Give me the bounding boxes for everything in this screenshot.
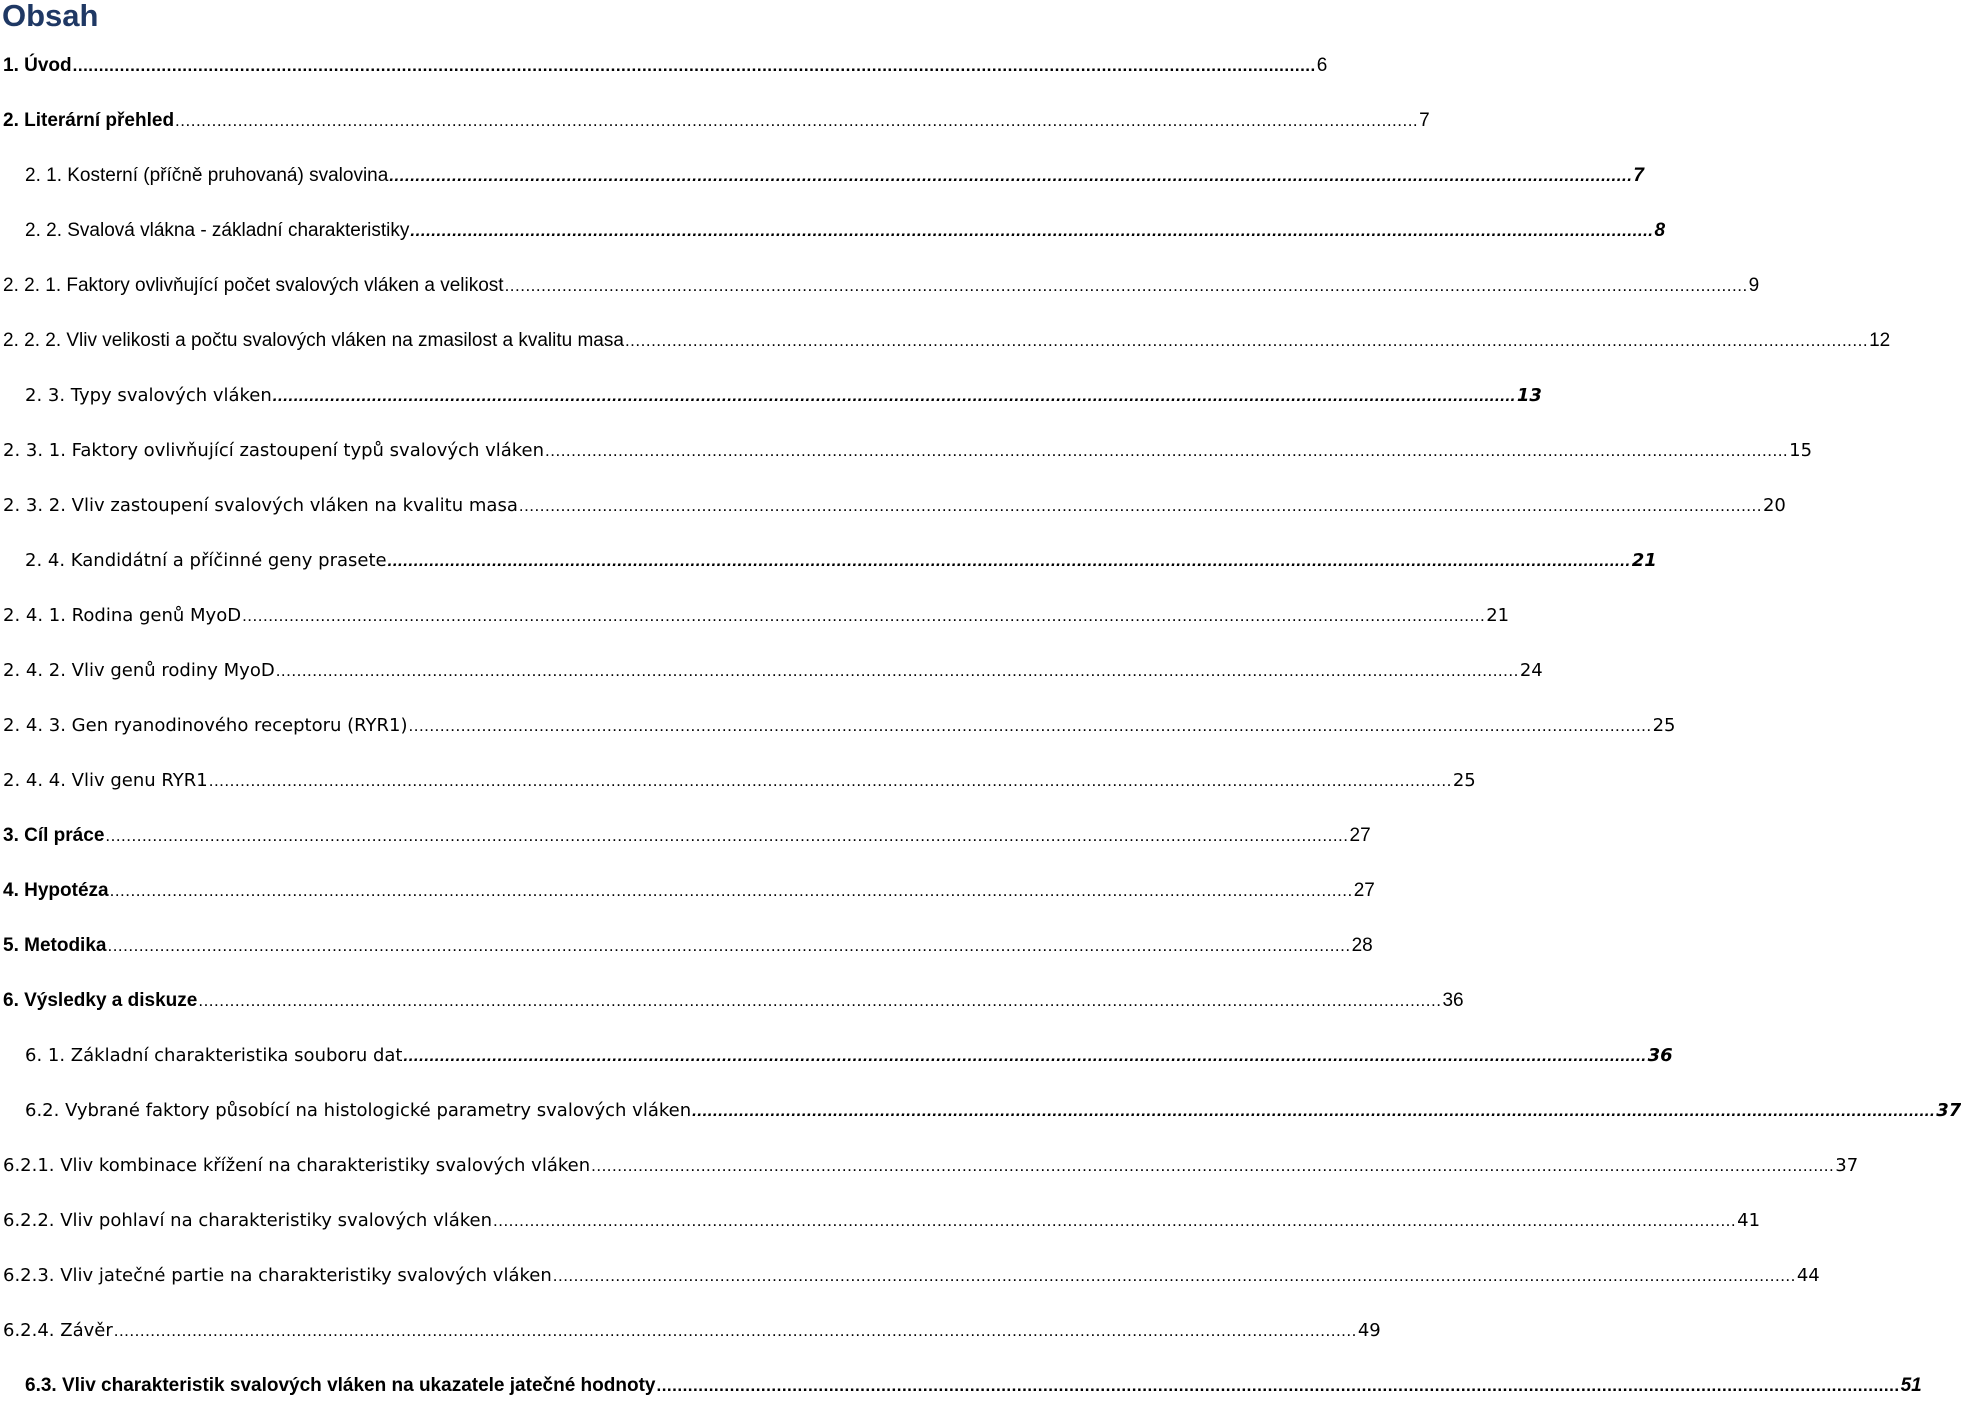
toc-entry-label: 6.2.3. Vliv jatečné partie na charakteristiky svalových vláken bbox=[3, 1265, 552, 1286]
toc-leader-dots: .............................................................................................................................................................................................................................................. bbox=[552, 1265, 1796, 1285]
toc-entry-label: 1. Úvod bbox=[3, 54, 72, 76]
toc-entry-page: 25 bbox=[1652, 715, 1676, 736]
toc-entry-label: 2. 1. Kosterní (příčně pruhovaná) svalovina bbox=[25, 164, 389, 186]
toc-entry-label: 2. 2. Svalová vlákna - základní charakteristiky bbox=[25, 219, 410, 241]
toc-entry-page: 44 bbox=[1796, 1265, 1820, 1286]
toc-entry[interactable] bbox=[0, 918, 1373, 973]
toc-entry[interactable] bbox=[0, 423, 1813, 478]
toc-entry-label: 2. 3. Typy svalových vláken bbox=[25, 385, 272, 406]
toc-entry[interactable] bbox=[0, 1248, 1820, 1303]
toc-leader-dots: .............................................................................................................................................................................................................................................. bbox=[389, 165, 1633, 185]
toc-leader-dots: .............................................................................................................................................................................................................................................. bbox=[591, 1155, 1835, 1175]
toc-leader-dots: .............................................................................................................................................................................................................................................. bbox=[387, 550, 1631, 570]
toc-entry-label: 6.2. Vybrané faktory působící na histologické parametry svalových vláken bbox=[25, 1100, 692, 1121]
toc-entry[interactable] bbox=[0, 1028, 1673, 1083]
toc-leader-dots: .............................................................................................................................................................................................................................................. bbox=[107, 935, 1351, 955]
toc-entry-page: 27 bbox=[1353, 879, 1375, 901]
toc-leader-dots: .............................................................................................................................................................................................................................................. bbox=[208, 770, 1452, 790]
toc-entry-page: 27 bbox=[1349, 824, 1371, 846]
toc-heading: Obsah bbox=[2, 0, 99, 33]
toc-entry-label: 2. Literární přehled bbox=[3, 109, 175, 131]
toc-leader-dots: .............................................................................................................................................................................................................................................. bbox=[624, 330, 1869, 350]
toc-leader-dots: .............................................................................................................................................................................................................................................. bbox=[545, 440, 1789, 460]
toc-entry-label: 2. 4. 4. Vliv genu RYR1 bbox=[3, 770, 208, 791]
toc-entry[interactable] bbox=[0, 863, 1375, 918]
toc-entry-label: 2. 3. 2. Vliv zastoupení svalových vláken na kvalitu masa bbox=[3, 495, 518, 516]
toc-leader-dots: .............................................................................................................................................................................................................................................. bbox=[109, 880, 1353, 900]
toc-leader-dots: .............................................................................................................................................................................................................................................. bbox=[403, 1045, 1647, 1065]
toc-entry[interactable] bbox=[0, 698, 1676, 753]
toc-entry[interactable] bbox=[0, 313, 1891, 368]
toc-entry-label: 2. 4. Kandidátní a příčinné geny prasete bbox=[25, 550, 387, 571]
toc-entry-page: 36 bbox=[1442, 989, 1464, 1011]
toc-entry-page: 28 bbox=[1351, 934, 1373, 956]
toc-entry[interactable] bbox=[0, 1193, 1761, 1248]
toc-entry-label: 2. 4. 3. Gen ryanodinového receptoru (RYR1) bbox=[3, 715, 408, 736]
toc-entry-page: 13 bbox=[1516, 385, 1542, 406]
toc-entry-page: 6 bbox=[1316, 54, 1328, 76]
toc-entry[interactable] bbox=[0, 533, 1657, 588]
toc-entry-page: 37 bbox=[1835, 1155, 1859, 1176]
toc-leader-dots: .............................................................................................................................................................................................................................................. bbox=[410, 220, 1654, 240]
toc-entry-page: 7 bbox=[1419, 109, 1430, 131]
toc-entry-page: 9 bbox=[1748, 274, 1760, 296]
toc-entry-page: 12 bbox=[1869, 329, 1891, 351]
toc-leader-dots: .............................................................................................................................................................................................................................................. bbox=[242, 605, 1486, 625]
toc-leader-dots: .............................................................................................................................................................................................................................................. bbox=[72, 55, 1316, 75]
toc-entry[interactable] bbox=[0, 148, 1644, 203]
toc-entry[interactable] bbox=[0, 38, 1328, 93]
toc-leader-dots: .............................................................................................................................................................................................................................................. bbox=[504, 275, 1748, 295]
toc-entry-label: 6. 1. Základní charakteristika souboru dat bbox=[25, 1045, 403, 1066]
toc-entry-page: 36 bbox=[1647, 1045, 1673, 1066]
toc-entry[interactable] bbox=[0, 1138, 1859, 1193]
toc-leader-dots: .............................................................................................................................................................................................................................................. bbox=[175, 110, 1419, 130]
toc-entry-label: 2. 2. 1. Faktory ovlivňující počet svalových vláken a velikost bbox=[3, 274, 504, 296]
toc-entry-label: 6.2.2. Vliv pohlaví na charakteristiky svalových vláken bbox=[3, 1210, 493, 1231]
toc-entry-page: 21 bbox=[1631, 550, 1657, 571]
toc-entry[interactable] bbox=[0, 643, 1543, 698]
toc-entry[interactable] bbox=[0, 93, 1430, 148]
toc-entry[interactable] bbox=[0, 1303, 1381, 1358]
toc-entry[interactable] bbox=[0, 973, 1464, 1028]
toc-entry-label: 6.3. Vliv charakteristik svalových vláken na ukazatele jatečné hodnoty bbox=[25, 1374, 656, 1396]
toc-leader-dots: .............................................................................................................................................................................................................................................. bbox=[493, 1210, 1737, 1230]
toc-leader-dots: .............................................................................................................................................................................................................................................. bbox=[113, 1320, 1357, 1340]
toc-entry-page: 51 bbox=[1900, 1374, 1922, 1396]
toc-entry-page: 41 bbox=[1737, 1210, 1761, 1231]
toc-entry-label: 2. 4. 1. Rodina genů MyoD bbox=[3, 605, 242, 626]
toc-entry-label: 2. 3. 1. Faktory ovlivňující zastoupení typů svalových vláken bbox=[3, 440, 545, 461]
toc-entry-page: 37 bbox=[1936, 1100, 1961, 1121]
toc-entry-label: 6. Výsledky a diskuze bbox=[3, 989, 198, 1011]
toc-entry-label: 2. 2. 2. Vliv velikosti a počtu svalových vláken na zmasilost a kvalitu masa bbox=[3, 329, 624, 351]
toc-leader-dots: .............................................................................................................................................................................................................................................. bbox=[518, 495, 1762, 515]
toc-entry-label: 5. Metodika bbox=[3, 934, 107, 956]
toc-leader-dots: .............................................................................................................................................................................................................................................. bbox=[275, 660, 1519, 680]
toc-entry[interactable] bbox=[0, 1358, 1922, 1413]
toc-entry[interactable] bbox=[0, 1083, 1961, 1138]
toc-entry-page: 25 bbox=[1452, 770, 1476, 791]
toc-entry-page: 24 bbox=[1519, 660, 1543, 681]
table-of-contents bbox=[0, 38, 1961, 1413]
toc-entry-page: 8 bbox=[1654, 219, 1666, 241]
toc-entry-label: 6.2.1. Vliv kombinace křížení na charakteristiky svalových vláken bbox=[3, 1155, 591, 1176]
toc-entry[interactable] bbox=[0, 478, 1786, 533]
toc-leader-dots: .............................................................................................................................................................................................................................................. bbox=[692, 1100, 1936, 1120]
toc-entry-page: 49 bbox=[1357, 1320, 1381, 1341]
toc-leader-dots: .............................................................................................................................................................................................................................................. bbox=[105, 825, 1349, 845]
toc-entry-label: 6.2.4. Závěr bbox=[3, 1320, 113, 1341]
toc-entry[interactable] bbox=[0, 258, 1760, 313]
toc-entry-page: 15 bbox=[1789, 440, 1813, 461]
toc-leader-dots: .............................................................................................................................................................................................................................................. bbox=[408, 715, 1652, 735]
toc-entry-label: 3. Cíl práce bbox=[3, 824, 105, 846]
toc-entry-label: 4. Hypotéza bbox=[3, 879, 109, 901]
toc-entry[interactable] bbox=[0, 808, 1371, 863]
toc-entry[interactable] bbox=[0, 753, 1476, 808]
toc-entry-label: 2. 4. 2. Vliv genů rodiny MyoD bbox=[3, 660, 275, 681]
toc-leader-dots: .............................................................................................................................................................................................................................................. bbox=[198, 990, 1442, 1010]
toc-entry[interactable] bbox=[0, 588, 1510, 643]
toc-entry[interactable] bbox=[0, 368, 1542, 423]
toc-entry-page: 21 bbox=[1486, 605, 1510, 626]
toc-leader-dots: .............................................................................................................................................................................................................................................. bbox=[656, 1375, 1900, 1395]
toc-entry-page: 7 bbox=[1633, 164, 1644, 186]
toc-entry[interactable] bbox=[0, 203, 1666, 258]
toc-leader-dots: .............................................................................................................................................................................................................................................. bbox=[272, 385, 1516, 405]
toc-entry-page: 20 bbox=[1762, 495, 1786, 516]
